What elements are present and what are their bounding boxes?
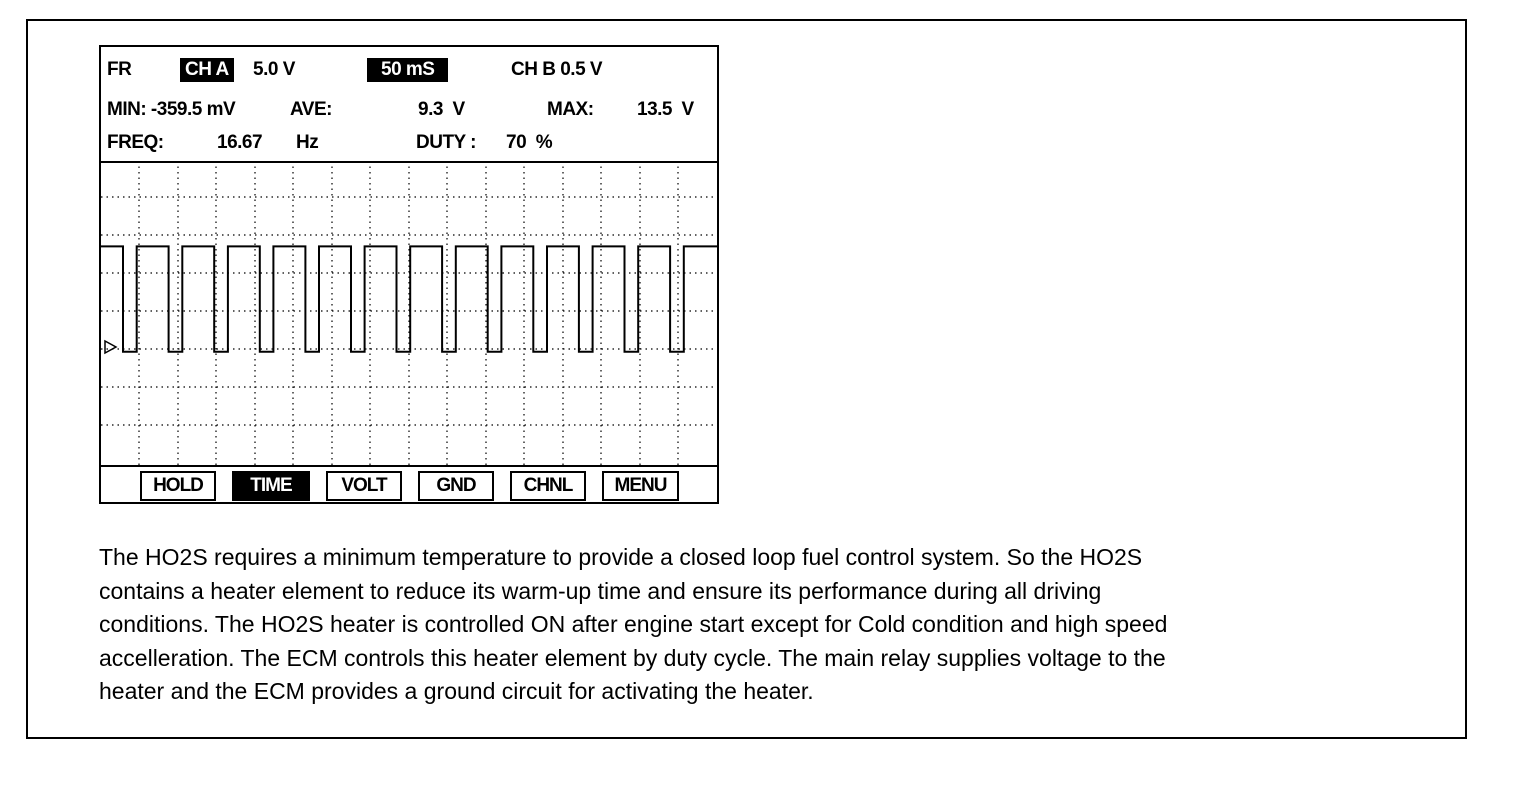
hold-softkey[interactable]: HOLD: [140, 471, 216, 501]
description-line: The HO2S requires a minimum temperature to provide a closed loop fuel control system. So the HO2S: [99, 544, 1143, 570]
time-softkey[interactable]: TIME: [232, 471, 310, 501]
channel-a-scale: 5.0 V: [253, 59, 295, 80]
channel-b-label: CH B 0.5 V: [511, 59, 603, 80]
channel-a-label[interactable]: CH A: [180, 58, 234, 82]
trigger-marker-icon: [105, 341, 116, 353]
freq-unit: Hz: [296, 132, 319, 153]
freq-label: FREQ:: [107, 132, 164, 153]
mode-indicator: FR: [107, 59, 132, 80]
duty-label: DUTY :: [416, 132, 476, 153]
description-line: conditions. The HO2S heater is controlled ON after engine start except for Cold condition and high speed: [99, 611, 1168, 637]
scope-readout-panel: [101, 47, 717, 163]
ave-value: 9.3 V: [418, 99, 465, 120]
description-line: heater and the ECM provides a ground circuit for activating the heater.: [99, 678, 814, 704]
chnl-softkey[interactable]: CHNL: [510, 471, 586, 501]
ave-label: AVE:: [290, 99, 332, 120]
timebase-label[interactable]: 50 mS: [367, 58, 448, 82]
max-value: 13.5 V: [637, 99, 694, 120]
waveform-graph: [101, 161, 717, 465]
max-label: MAX:: [547, 99, 594, 120]
duty-value: 70 %: [506, 132, 553, 153]
description-line: contains a heater element to reduce its warm-up time and ensure its performance during all driving: [99, 577, 1102, 604]
menu-softkey[interactable]: MENU: [602, 471, 679, 501]
min-reading: MIN: -359.5 mV: [107, 99, 236, 120]
oscilloscope-display: [99, 45, 719, 504]
description-line: accelleration. The ECM controls this heater element by duty cycle. The main relay supplies voltage to the: [99, 644, 1166, 671]
volt-softkey[interactable]: VOLT: [326, 471, 402, 501]
freq-value: 16.67: [217, 132, 263, 153]
description-paragraph: [99, 541, 1419, 709]
gnd-softkey[interactable]: GND: [418, 471, 494, 501]
softkey-bar: [101, 465, 717, 504]
